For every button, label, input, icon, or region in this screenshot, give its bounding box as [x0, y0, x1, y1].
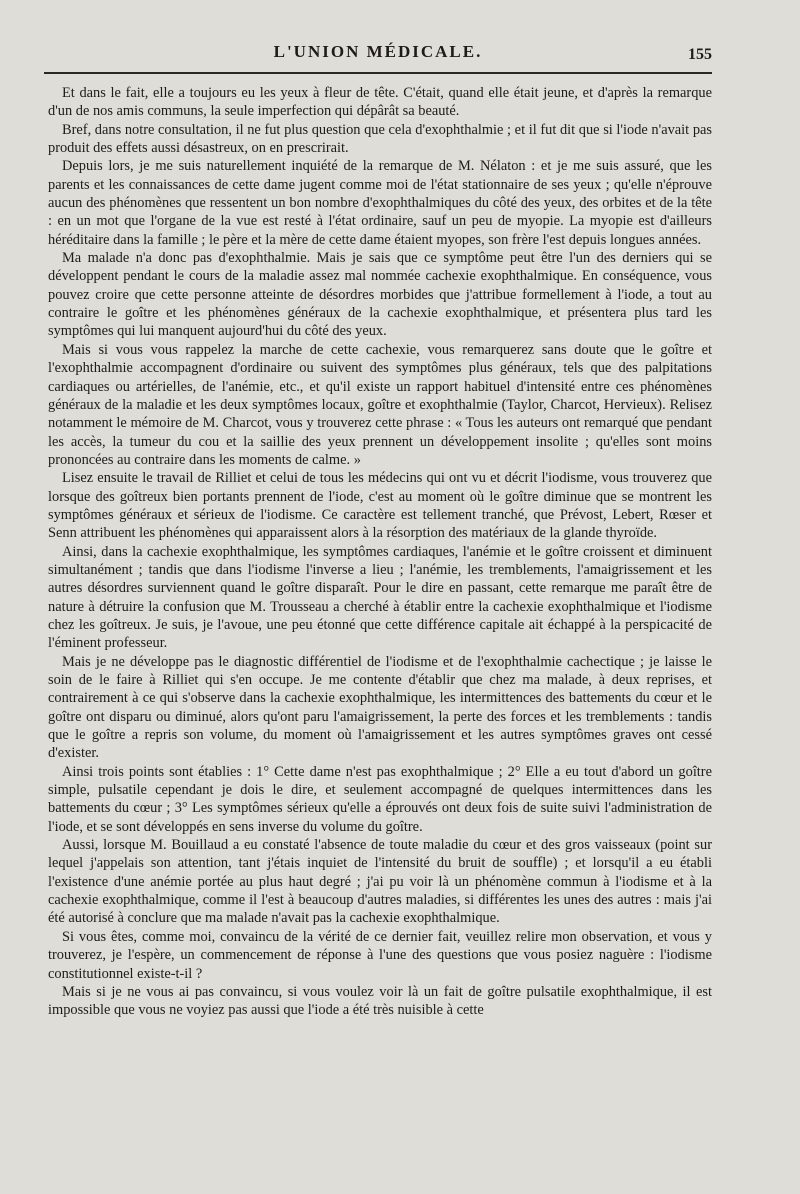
paragraph: Mais si vous vous rappelez la marche de cette cachexie, vous remarquerez sans doute que le goître et l'exophthalmie accompagnent d'ordinaire ou suivent des symptômes plus généraux, tels que des palpitations cardiaques ou artérielles, de l'anémie, etc., et qu'il existe un rapport habituel d'intensité entre ces phénomènes généraux de la maladie et les deux symptômes locaux, goître et exophthalmie (Taylor, Charcot, Hervieux). Relisez notamment le mémoire de M. Charcot, vous y trouverez cette phrase : « Tous les auteurs ont remarqué que pendant les accès, la tumeur du cou et la saillie des yeux prennent un développement insolite ; qu'elles sont moins prononcées au contraire dans les moments de calme. »	[48, 341, 712, 468]
paragraph: Ainsi trois points sont établies : 1° Cette dame n'est pas exophthalmique ; 2° Elle a eu tout d'abord un goître simple, pulsatile cependant je dois le dire, et seulement accompagné de quelques intermittences dans les battements du cœur ; 3° Les symptômes sérieux qu'elle a éprouvés ont deux fois de suite suivi l'administration de l'iode, et se sont développés en sens inverse du volume du goître.	[48, 763, 712, 835]
running-title: L'UNION MÉDICALE.	[273, 42, 483, 61]
paragraph: Mais si je ne vous ai pas convaincu, si vous voulez voir là un fait de goître pulsatile exophthalmique, il est impossible que vous ne voyiez pas aussi que l'iode a été très nuisible à cette	[48, 983, 712, 1019]
page-header	[44, 40, 712, 68]
paragraph: Bref, dans notre consultation, il ne fut plus question que cela d'exophthalmie ; et il fut dit que si l'iode n'avait pas produit des effets aussi désastreux, on en prescrirait.	[48, 121, 712, 157]
paragraph: Depuis lors, je me suis naturellement inquiété de la remarque de M. Nélaton : et je me suis assuré, que les parents et les connaissances de cette dame jugent comme moi de l'état stationnaire de ses yeux ; qu'elle n'éprouve aucun des phénomènes que ressentent un bon nombre d'exophthalmiques du côté des yeux, des orbites et de la tête : en un mot que l'organe de la vue est resté à l'état ordinaire, sauf un peu de myopie. La myopie est d'ailleurs héréditaire dans la famille ; le père et la mère de cette dame étaient myopes, son frère l'est depuis longues années.	[48, 158, 712, 248]
body-text	[48, 84, 712, 1020]
paragraph: Aussi, lorsque M. Bouillaud a eu constaté l'absence de toute maladie du cœur et des gros vaisseaux (point sur lequel j'appelais son attention, tant j'étais inquiet de l'intensité du bruit de souffle) ; et lorsqu'il a eu établi l'existence d'une anémie portée au plus haut degré ; j'ai pu voir là un phénomène commun à l'iodisme et à la cachexie exophthalmique, comme il l'est à beaucoup d'autres maladies, si différentes les unes des autres : mais j'ai été autorisé à conclure que ma malade n'avait pas la cachexie exophthalmique.	[48, 837, 712, 927]
paragraph: Lisez ensuite le travail de Rilliet et celui de tous les médecins qui ont vu et décrit l'iodisme, vous trouverez que lorsque des goîtreux bien portants prennent de l'iode, c'est au moment où le goître diminue que se montrent les symptômes généraux et sérieux de l'iodisme. Ce caractère est tellement tranché, que Prévost, Lebert, Rœser et Senn attribuent les phénomènes qui apparaissent alors à la résorption des matériaux de la glande thyroïde.	[48, 470, 712, 542]
header-rule	[44, 72, 712, 74]
paragraph: Mais je ne développe pas le diagnostic différentiel de l'iodisme et de l'exophthalmie cachectique ; je laisse le soin de le faire à Rilliet qui s'en occupe. Je me contente d'établir que chez ma malade, à deux reprises, et contrairement à ce qui s'observe dans la cachexie exophthalmique, les intermittences des battements du cœur et le goître ont disparu ou diminué, alors qu'ont paru l'amaigrissement, la perte des forces et les tremblements : tandis que le goître a repris son volume, du moment où l'amaigrissement et les autres symptômes graves ont cessé d'exister.	[48, 653, 712, 762]
paragraph: Si vous êtes, comme moi, convaincu de la vérité de ce dernier fait, veuillez relire mon observation, et vous y trouverez, je l'espère, un commencement de réponse à l'une des questions que vous posiez naguère : l'iodisme constitutionnel existe-t-il ?	[48, 928, 712, 982]
page-number: 155	[688, 46, 712, 63]
paragraph: Et dans le fait, elle a toujours eu les yeux à fleur de tête. C'était, quand elle était jeune, et d'après la remarque d'un de nos amis communs, la seule imperfection qui dépârât sa beauté.	[48, 85, 712, 120]
paragraph: Ma malade n'a donc pas d'exophthalmie. Mais je sais que ce symptôme peut être l'un des derniers qui se développent pendant le cours de la maladie assez mal nommée cachexie exophthalmique. En conséquence, vous pouvez croire que cette personne atteinte de désordres morbides que j'attribue formellement à l'iode, a tout au contraire le goître et les phénomènes généraux de la cachexie exophthalmique, et présentera plus tard les symptômes qui lui manquent aujourd'hui du côté des yeux.	[48, 250, 712, 340]
paragraph: Ainsi, dans la cachexie exophthalmique, les symptômes cardiaques, l'anémie et le goître croissent et diminuent simultanément ; tandis que dans l'iodisme l'inverse a lieu ; l'anémie, les tremblements, l'amaigrissement et les autres désordres surviennent quand le goître disparaît. Pour le dire en passant, cette remarque me paraît être de nature à détruire la confusion que M. Trousseau a cherché à établir entre la cachexie exophthalmique et l'iodisme chez les goîtreux. Je suis, je l'avoue, une peu étonné que cette différence capitale ait échappé à la perspicacité de l'éminent professeur.	[48, 543, 712, 652]
